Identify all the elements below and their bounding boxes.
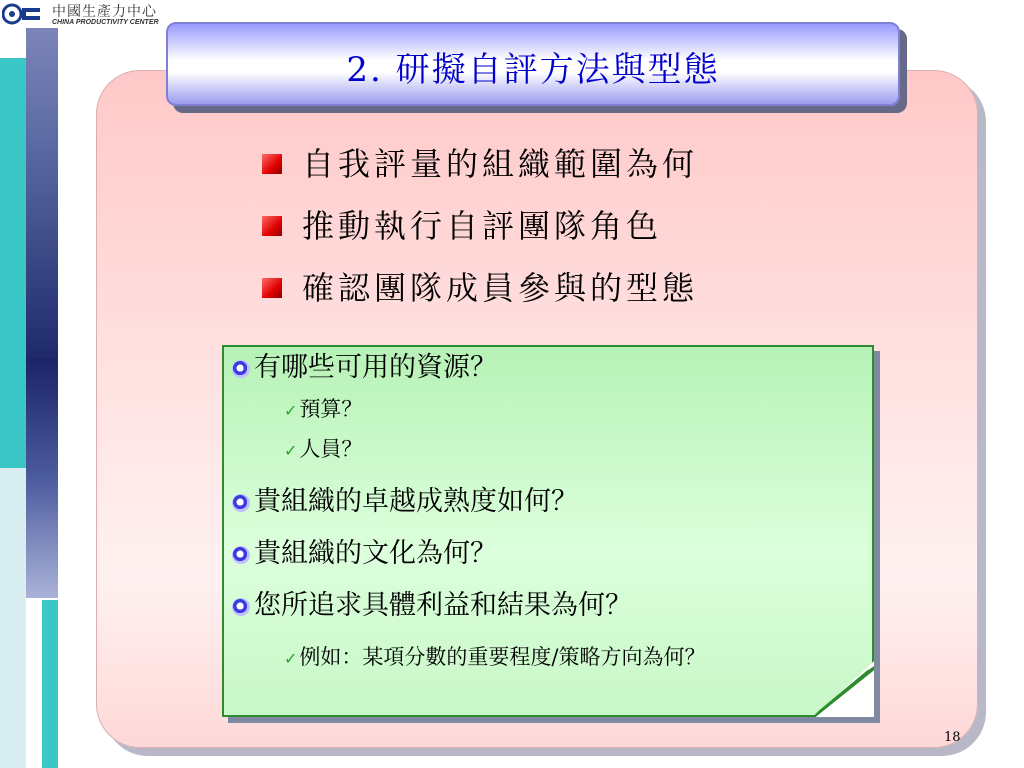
decorative-stripe-navy-bottom <box>26 358 58 598</box>
note-subitem-text: 預算？ <box>299 397 363 421</box>
bullet-list <box>262 140 698 326</box>
bullet-item <box>262 140 698 202</box>
cpc-logo-icon <box>2 2 42 26</box>
note-subitem <box>284 393 362 423</box>
round-bullet-icon <box>232 598 250 616</box>
note-subitem-text: 例如：某項分數的重要程度/策略方向為何？ <box>299 645 706 669</box>
decorative-stripe-white <box>26 600 42 768</box>
note-question <box>232 583 632 622</box>
page-number: 18 <box>944 730 961 745</box>
checkmark-icon: ✓ <box>284 649 298 668</box>
bullet-item <box>262 264 698 326</box>
note-subitem <box>284 433 362 463</box>
decorative-stripe-teal-bottom <box>42 600 58 768</box>
slide-title: 2. 研擬自評方法與型態 <box>346 50 720 90</box>
bullet-text: 自我評量的組織範圍為何 <box>302 145 699 183</box>
bullet-text: 推動執行自評團隊角色 <box>302 207 663 245</box>
red-square-bullet-icon <box>262 216 282 236</box>
round-bullet-icon <box>232 360 250 378</box>
note-question-text: 貴組織的卓越成熟度如何？ <box>254 486 578 517</box>
note-question-text: 貴組織的文化為何？ <box>254 538 497 569</box>
red-square-bullet-icon <box>262 278 282 298</box>
logo-english-name: CHINA PRODUCTIVITY CENTER <box>52 19 159 26</box>
note-question-text: 有哪些可用的資源？ <box>254 352 497 383</box>
checkmark-icon: ✓ <box>284 441 298 460</box>
page-curl-icon <box>814 661 874 717</box>
decorative-stripe-navy-top <box>26 28 58 358</box>
bullet-text: 確認團隊成員參與的型態 <box>302 269 699 307</box>
note-question-text: 您所追求具體利益和結果為何？ <box>254 590 632 621</box>
note-question <box>232 479 578 518</box>
note-question <box>232 531 497 570</box>
checkmark-icon: ✓ <box>284 401 298 420</box>
round-bullet-icon <box>232 494 250 512</box>
decorative-stripe-light <box>0 468 26 768</box>
company-logo <box>0 0 180 30</box>
note-subitem <box>284 641 705 671</box>
note-subitem-text: 人員？ <box>299 437 363 461</box>
title-banner <box>166 22 900 106</box>
decorative-stripe-teal <box>0 58 26 468</box>
red-square-bullet-icon <box>262 154 282 174</box>
note-question <box>232 345 497 384</box>
bullet-item <box>262 202 698 264</box>
round-bullet-icon <box>232 546 250 564</box>
logo-chinese-name: 中國生產力中心 <box>52 4 157 20</box>
sticky-note <box>222 345 874 717</box>
